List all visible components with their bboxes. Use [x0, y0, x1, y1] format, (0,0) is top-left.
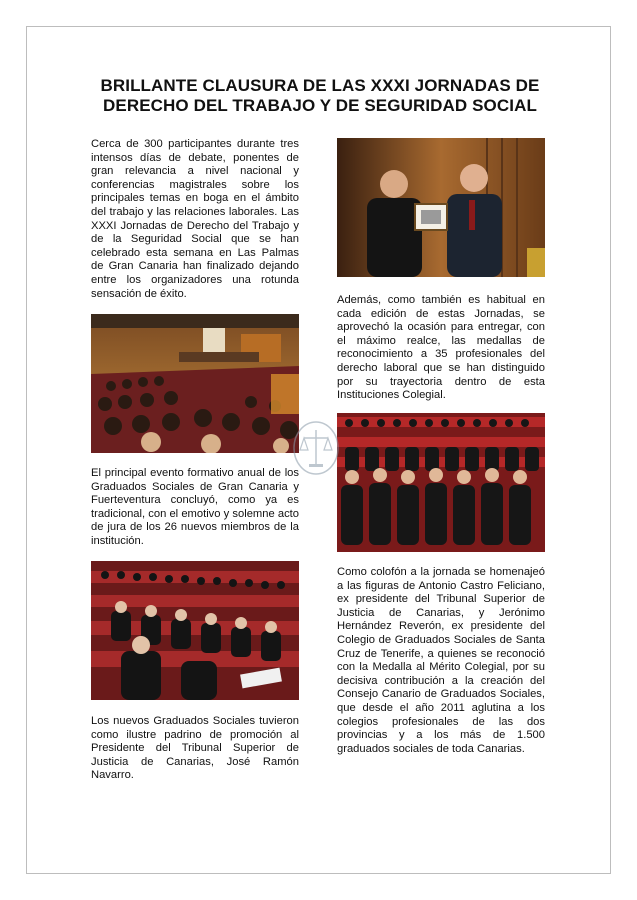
graduates-photo: [91, 561, 299, 700]
auditorium-image: [91, 314, 299, 453]
paragraph-event: El principal evento formativo anual de los Graduados Sociales de Gran Canaria y Fuerteventura concluyó, como ya es tradicional, con el emotivo y solemne acto de jura de los 26 nuevos miembros de la institución.: [91, 467, 299, 547]
paragraph-medals: Además, como también es habitual en cada edición de estas Jornadas, se aprovechó la ocasión para entregar, con el máximo realce, las medallas de reconocimiento a 35 profesionales del derecho laboral que se han distinguido por su trayectoria dentro de esta Instituciones Colegial.: [337, 294, 545, 402]
paragraph-tribute: Como colofón a la jornada se homenajeó a las figuras de Antonio Castro Feliciano, ex presidente del Tribunal Superior de Justicia de Canarias, y Jerónimo Hernández Reverón, ex presidente del Colegio de Graduados Sociales de Santa Cruz de Tenerife, a quienes se reconoció con la Medalla al Mérito Colegial, por su decisiva contribución a la creación del Consejo Canario de Graduados Sociales, que desde el año 2011 aglutina a los colegios profesionales de las dos provincias y a los más de 1.500 graduados sociales de toda Canarias.: [337, 566, 545, 755]
seal-watermark-icon: [292, 420, 340, 476]
article-title: BRILLANTE CLAUSURA DE LAS XXXI JORNADAS DE DERECHO DEL TRABAJO Y DE SEGURIDAD SOCIAL: [100, 76, 540, 115]
award-photo: [337, 138, 545, 277]
honorees-photo: [337, 413, 545, 552]
honorees-image: [337, 413, 545, 552]
paragraph-godfather: Los nuevos Graduados Sociales tuvieron como ilustre padrino de promoción al Presidente del Tribunal Superior de Justicia de Canarias, José Ramón Navarro.: [91, 715, 299, 782]
graduates-image: [91, 561, 299, 700]
paragraph-intro: Cerca de 300 participantes durante tres intensos días de debate, ponentes de gran relevancia a nivel nacional y conferencias magistrales sobre los principales temas en boga en el ámbito del trabajo y las relaciones laborales. Las XXXI Jornadas de Derecho del Trabajo y de la Seguridad Social que se han celebrado esta semana en Las Palmas de Gran Canaria han finalizado dejando entre los organizadores una rotunda sensación de éxito.: [91, 138, 299, 300]
award-image: [337, 138, 545, 277]
auditorium-photo: [91, 314, 299, 453]
